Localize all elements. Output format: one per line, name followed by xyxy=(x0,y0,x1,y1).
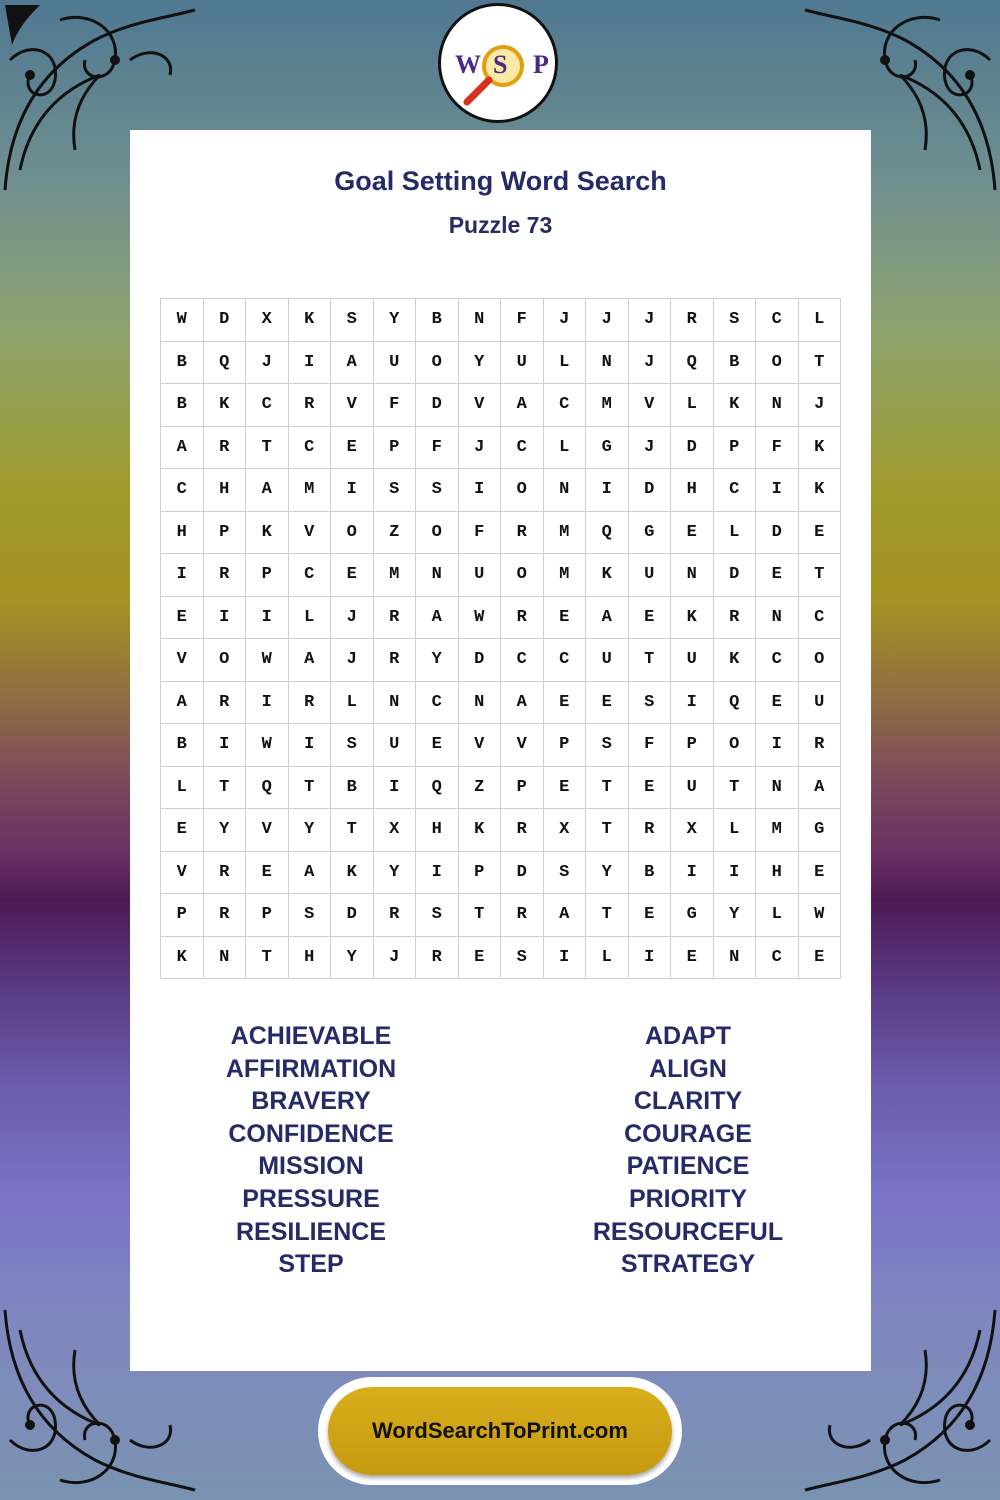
grid-cell: L xyxy=(331,682,374,725)
grid-cell: F xyxy=(756,427,799,470)
grid-cell: E xyxy=(416,724,459,767)
grid-cell: U xyxy=(459,554,502,597)
word-list-item: STEP xyxy=(278,1250,344,1279)
grid-cell: J xyxy=(629,342,672,385)
grid-cell: C xyxy=(799,597,842,640)
grid-cell: N xyxy=(756,767,799,810)
grid-cell: Q xyxy=(246,767,289,810)
grid-cell: P xyxy=(204,512,247,555)
grid-cell: K xyxy=(671,597,714,640)
grid-cell: H xyxy=(289,937,332,980)
grid-cell: Z xyxy=(374,512,417,555)
grid-cell: Y xyxy=(331,937,374,980)
grid-cell: V xyxy=(459,724,502,767)
grid-cell: D xyxy=(671,427,714,470)
grid-cell: V xyxy=(161,852,204,895)
grid-cell: E xyxy=(161,597,204,640)
grid-cell: C xyxy=(289,554,332,597)
grid-cell: I xyxy=(629,937,672,980)
grid-cell: S xyxy=(289,894,332,937)
grid-cell: P xyxy=(459,852,502,895)
letter-grid xyxy=(160,298,841,979)
grid-cell: R xyxy=(501,809,544,852)
grid-cell: M xyxy=(289,469,332,512)
grid-cell: J xyxy=(629,427,672,470)
grid-cell: P xyxy=(374,427,417,470)
grid-cell: W xyxy=(799,894,842,937)
grid-cell: E xyxy=(586,682,629,725)
grid-cell: T xyxy=(629,639,672,682)
grid-cell: D xyxy=(204,299,247,342)
grid-cell: T xyxy=(586,894,629,937)
grid-cell: Y xyxy=(714,894,757,937)
grid-cell: R xyxy=(204,554,247,597)
grid-cell: C xyxy=(289,427,332,470)
grid-cell: T xyxy=(204,767,247,810)
puzzle-card xyxy=(130,130,871,1371)
grid-cell: Q xyxy=(714,682,757,725)
grid-cell: I xyxy=(544,937,587,980)
grid-cell: A xyxy=(544,894,587,937)
grid-cell: O xyxy=(714,724,757,767)
grid-cell: T xyxy=(799,342,842,385)
grid-cell: L xyxy=(714,809,757,852)
grid-cell: Q xyxy=(671,342,714,385)
site-logo[interactable] xyxy=(438,3,558,123)
grid-cell: I xyxy=(204,597,247,640)
grid-cell: O xyxy=(416,512,459,555)
grid-cell: J xyxy=(331,639,374,682)
grid-cell: R xyxy=(671,299,714,342)
word-list-item: RESOURCEFUL xyxy=(592,1217,784,1246)
grid-cell: B xyxy=(161,724,204,767)
grid-cell: P xyxy=(671,724,714,767)
grid-cell: I xyxy=(714,852,757,895)
grid-cell: K xyxy=(459,809,502,852)
grid-cell: Q xyxy=(416,767,459,810)
grid-cell: M xyxy=(544,554,587,597)
grid-cell: E xyxy=(671,937,714,980)
grid-cell: W xyxy=(459,597,502,640)
grid-cell: P xyxy=(246,554,289,597)
grid-cell: P xyxy=(501,767,544,810)
grid-cell: E xyxy=(161,809,204,852)
grid-cell: A xyxy=(289,852,332,895)
grid-cell: V xyxy=(161,639,204,682)
grid-cell: L xyxy=(544,342,587,385)
grid-cell: W xyxy=(161,299,204,342)
grid-cell: F xyxy=(459,512,502,555)
word-list-item: RESILIENCE xyxy=(235,1217,387,1246)
grid-cell: L xyxy=(544,427,587,470)
grid-cell: R xyxy=(204,894,247,937)
grid-cell: G xyxy=(799,809,842,852)
grid-cell: Q xyxy=(586,512,629,555)
grid-cell: A xyxy=(799,767,842,810)
grid-cell: M xyxy=(586,384,629,427)
grid-cell: T xyxy=(246,427,289,470)
grid-cell: C xyxy=(756,299,799,342)
grid-cell: E xyxy=(629,894,672,937)
word-list-left xyxy=(161,1020,461,1281)
grid-cell: I xyxy=(416,852,459,895)
grid-cell: F xyxy=(416,427,459,470)
grid-cell: V xyxy=(459,384,502,427)
grid-cell: I xyxy=(756,724,799,767)
grid-cell: C xyxy=(501,639,544,682)
grid-cell: B xyxy=(161,384,204,427)
word-list-item: ADAPT xyxy=(644,1022,732,1050)
grid-cell: R xyxy=(416,937,459,980)
grid-cell: R xyxy=(501,512,544,555)
grid-cell: P xyxy=(246,894,289,937)
grid-cell: U xyxy=(799,682,842,725)
grid-cell: V xyxy=(289,512,332,555)
grid-cell: D xyxy=(714,554,757,597)
grid-cell: E xyxy=(544,682,587,725)
grid-cell: D xyxy=(756,512,799,555)
grid-cell: E xyxy=(629,597,672,640)
grid-cell: T xyxy=(799,554,842,597)
grid-cell: F xyxy=(374,384,417,427)
grid-cell: H xyxy=(204,469,247,512)
grid-cell: B xyxy=(161,342,204,385)
grid-cell: A xyxy=(501,682,544,725)
grid-cell: I xyxy=(331,469,374,512)
grid-cell: N xyxy=(756,384,799,427)
grid-cell: K xyxy=(289,299,332,342)
grid-cell: I xyxy=(246,597,289,640)
grid-cell: O xyxy=(416,342,459,385)
grid-cell: V xyxy=(501,724,544,767)
word-list-item: COURAGE xyxy=(624,1119,752,1148)
grid-cell: C xyxy=(416,682,459,725)
grid-cell: J xyxy=(586,299,629,342)
grid-cell: U xyxy=(374,724,417,767)
grid-cell: E xyxy=(756,554,799,597)
grid-cell: C xyxy=(756,639,799,682)
grid-cell: G xyxy=(671,894,714,937)
grid-cell: S xyxy=(501,937,544,980)
grid-cell: Y xyxy=(374,299,417,342)
grid-cell: N xyxy=(416,554,459,597)
grid-cell: A xyxy=(161,427,204,470)
grid-cell: X xyxy=(544,809,587,852)
grid-cell: R xyxy=(204,682,247,725)
word-list-item: PRIORITY xyxy=(628,1184,748,1213)
grid-cell: U xyxy=(501,342,544,385)
grid-cell: P xyxy=(161,894,204,937)
grid-cell: C xyxy=(544,639,587,682)
grid-cell: E xyxy=(671,512,714,555)
grid-cell: O xyxy=(756,342,799,385)
grid-cell: O xyxy=(501,469,544,512)
grid-cell: A xyxy=(331,342,374,385)
grid-cell: J xyxy=(459,427,502,470)
grid-cell: Y xyxy=(289,809,332,852)
grid-cell: L xyxy=(714,512,757,555)
grid-cell: J xyxy=(544,299,587,342)
grid-cell: K xyxy=(714,639,757,682)
grid-cell: D xyxy=(629,469,672,512)
grid-cell: B xyxy=(416,299,459,342)
grid-cell: R xyxy=(204,852,247,895)
grid-cell: T xyxy=(289,767,332,810)
grid-cell: A xyxy=(416,597,459,640)
grid-cell: B xyxy=(629,852,672,895)
grid-cell: J xyxy=(331,597,374,640)
word-list-right xyxy=(538,1020,838,1281)
grid-cell: R xyxy=(204,427,247,470)
grid-cell: N xyxy=(671,554,714,597)
grid-cell: O xyxy=(799,639,842,682)
grid-cell: A xyxy=(161,682,204,725)
grid-cell: T xyxy=(586,809,629,852)
grid-cell: T xyxy=(714,767,757,810)
puzzle-title: Goal Setting Word Search xyxy=(334,166,667,196)
grid-cell: S xyxy=(331,724,374,767)
grid-cell: L xyxy=(799,299,842,342)
grid-cell: S xyxy=(714,299,757,342)
grid-cell: H xyxy=(416,809,459,852)
grid-cell: M xyxy=(544,512,587,555)
grid-cell: V xyxy=(246,809,289,852)
grid-cell: O xyxy=(331,512,374,555)
grid-cell: K xyxy=(246,512,289,555)
grid-cell: I xyxy=(756,469,799,512)
grid-cell: Y xyxy=(204,809,247,852)
grid-cell: E xyxy=(331,554,374,597)
grid-cell: R xyxy=(629,809,672,852)
grid-cell: E xyxy=(629,767,672,810)
word-list-item: STRATEGY xyxy=(620,1250,756,1279)
grid-cell: C xyxy=(501,427,544,470)
word-list-item: CLARITY xyxy=(633,1087,743,1116)
website-button[interactable] xyxy=(318,1377,682,1485)
word-list-item: MISSION xyxy=(258,1152,364,1181)
grid-cell: R xyxy=(501,597,544,640)
grid-cell: J xyxy=(246,342,289,385)
grid-cell: I xyxy=(289,724,332,767)
grid-cell: S xyxy=(374,469,417,512)
grid-cell: U xyxy=(586,639,629,682)
grid-cell: F xyxy=(629,724,672,767)
word-list-item: BRAVERY xyxy=(251,1087,371,1116)
grid-cell: H xyxy=(671,469,714,512)
grid-cell: R xyxy=(289,682,332,725)
grid-cell: P xyxy=(714,427,757,470)
grid-cell: E xyxy=(544,597,587,640)
grid-cell: N xyxy=(586,342,629,385)
grid-cell: P xyxy=(544,724,587,767)
grid-cell: U xyxy=(629,554,672,597)
grid-cell: I xyxy=(289,342,332,385)
grid-cell: O xyxy=(501,554,544,597)
grid-cell: S xyxy=(416,469,459,512)
grid-cell: E xyxy=(799,852,842,895)
grid-cell: N xyxy=(544,469,587,512)
grid-cell: R xyxy=(374,894,417,937)
grid-cell: F xyxy=(501,299,544,342)
grid-cell: U xyxy=(671,767,714,810)
word-list-item: PATIENCE xyxy=(626,1152,750,1181)
grid-cell: N xyxy=(714,937,757,980)
grid-cell: H xyxy=(161,512,204,555)
logo-letter-s: S xyxy=(493,50,508,79)
grid-cell: D xyxy=(501,852,544,895)
grid-cell: X xyxy=(374,809,417,852)
grid-cell: T xyxy=(246,937,289,980)
puzzle-number: Puzzle 73 xyxy=(448,212,553,238)
grid-cell: E xyxy=(331,427,374,470)
grid-cell: W xyxy=(246,724,289,767)
grid-cell: K xyxy=(586,554,629,597)
word-list-item: ALIGN xyxy=(649,1054,727,1083)
grid-cell: T xyxy=(586,767,629,810)
grid-cell: I xyxy=(671,682,714,725)
grid-cell: H xyxy=(756,852,799,895)
grid-cell: E xyxy=(544,767,587,810)
grid-cell: R xyxy=(374,597,417,640)
grid-cell: V xyxy=(331,384,374,427)
grid-cell: A xyxy=(586,597,629,640)
grid-cell: T xyxy=(459,894,502,937)
grid-cell: C xyxy=(161,469,204,512)
grid-cell: N xyxy=(459,682,502,725)
grid-cell: S xyxy=(629,682,672,725)
grid-cell: N xyxy=(374,682,417,725)
grid-cell: S xyxy=(416,894,459,937)
grid-cell: R xyxy=(714,597,757,640)
grid-cell: Y xyxy=(459,342,502,385)
grid-cell: A xyxy=(246,469,289,512)
grid-cell: A xyxy=(289,639,332,682)
word-list-item: ACHIEVABLE xyxy=(230,1022,392,1050)
grid-cell: I xyxy=(586,469,629,512)
grid-cell: Z xyxy=(459,767,502,810)
grid-cell: S xyxy=(586,724,629,767)
grid-cell: E xyxy=(799,937,842,980)
grid-cell: K xyxy=(161,937,204,980)
grid-cell: E xyxy=(246,852,289,895)
grid-cell: S xyxy=(331,299,374,342)
grid-cell: N xyxy=(204,937,247,980)
grid-cell: D xyxy=(331,894,374,937)
grid-cell: E xyxy=(799,512,842,555)
grid-cell: W xyxy=(246,639,289,682)
grid-cell: G xyxy=(629,512,672,555)
grid-cell: Y xyxy=(416,639,459,682)
grid-cell: I xyxy=(671,852,714,895)
grid-cell: K xyxy=(331,852,374,895)
grid-cell: N xyxy=(756,597,799,640)
logo-letter-w: W xyxy=(455,50,481,79)
grid-cell: I xyxy=(246,682,289,725)
grid-cell: B xyxy=(714,342,757,385)
grid-cell: A xyxy=(501,384,544,427)
grid-cell: I xyxy=(374,767,417,810)
grid-cell: L xyxy=(671,384,714,427)
grid-cell: S xyxy=(544,852,587,895)
grid-cell: C xyxy=(544,384,587,427)
word-list-item: AFFIRMATION xyxy=(225,1054,397,1083)
website-button-label: WordSearchToPrint.com xyxy=(328,1387,672,1475)
grid-cell: D xyxy=(459,639,502,682)
grid-cell: K xyxy=(799,469,842,512)
grid-cell: C xyxy=(246,384,289,427)
grid-cell: U xyxy=(374,342,417,385)
grid-cell: J xyxy=(629,299,672,342)
grid-cell: I xyxy=(204,724,247,767)
grid-cell: K xyxy=(714,384,757,427)
grid-cell: M xyxy=(756,809,799,852)
grid-cell: U xyxy=(671,639,714,682)
grid-cell: R xyxy=(374,639,417,682)
grid-cell: M xyxy=(374,554,417,597)
grid-cell: C xyxy=(756,937,799,980)
logo-letter-p: P xyxy=(533,50,549,79)
grid-cell: Y xyxy=(586,852,629,895)
grid-cell: L xyxy=(586,937,629,980)
grid-cell: O xyxy=(204,639,247,682)
grid-cell: L xyxy=(756,894,799,937)
grid-cell: B xyxy=(331,767,374,810)
grid-cell: D xyxy=(416,384,459,427)
grid-cell: N xyxy=(459,299,502,342)
grid-cell: K xyxy=(799,427,842,470)
word-list-item: PRESSURE xyxy=(242,1184,380,1213)
grid-cell: L xyxy=(161,767,204,810)
grid-cell: R xyxy=(289,384,332,427)
grid-cell: J xyxy=(374,937,417,980)
grid-cell: L xyxy=(289,597,332,640)
grid-cell: Y xyxy=(374,852,417,895)
grid-cell: I xyxy=(459,469,502,512)
grid-cell: X xyxy=(246,299,289,342)
grid-cell: R xyxy=(799,724,842,767)
grid-cell: J xyxy=(799,384,842,427)
grid-cell: G xyxy=(586,427,629,470)
grid-cell: E xyxy=(459,937,502,980)
grid-cell: I xyxy=(161,554,204,597)
grid-cell: V xyxy=(629,384,672,427)
grid-cell: Q xyxy=(204,342,247,385)
grid-cell: K xyxy=(204,384,247,427)
grid-cell: T xyxy=(331,809,374,852)
grid-cell: C xyxy=(714,469,757,512)
grid-cell: R xyxy=(501,894,544,937)
grid-cell: E xyxy=(756,682,799,725)
word-list-item: CONFIDENCE xyxy=(228,1119,394,1148)
grid-cell: X xyxy=(671,809,714,852)
